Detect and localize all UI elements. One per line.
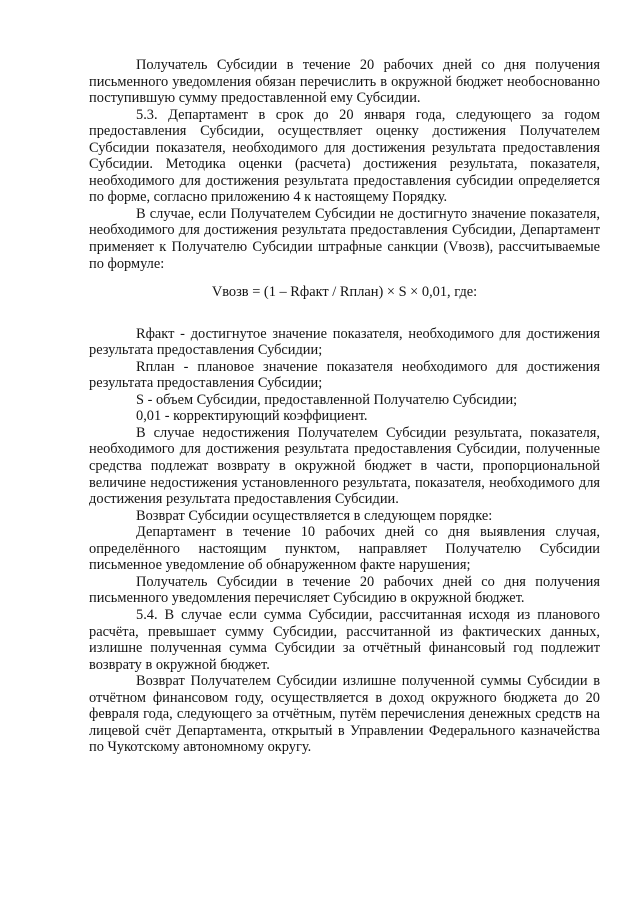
definition-r-fact: Rфакт - достигнутое значение показателя, необходимого для достижения результата предоставления Субсидии; — [89, 325, 600, 359]
definition-r-plan: Rплан - плановое значение показателя необходимого для достижения результата предоставления Субсидии; — [89, 358, 600, 392]
paragraph-refund-notice: Получатель Субсидии в течение 20 рабочих дней со дня получения письменного уведомления обязан перечислить в окружной бюджет необоснованно поступившую сумму предоставленной ему Субсидии. — [89, 57, 600, 107]
paragraph-penalty-condition: В случае, если Получателем Субсидии не достигнуто значение показателя, необходимого для достижения результата предоставления Субсидии, Департамент применяет к Получателю Субсидии штрафные санкции (Vвозв), рассчитываемые по формуле: — [89, 205, 600, 272]
definition-s: S - объем Субсидии, предоставленной Получателю Субсидии; — [136, 391, 518, 408]
paragraph-5-4: 5.4. В случае если сумма Субсидии, рассчитанная исходя из планового расчёта, превышает сумму Субсидии, рассчитанной из фактических данных, излишне полученная сумма Субсидии за отчётный финансовый год подлежит возврату в окружной бюджет. — [89, 606, 600, 673]
paragraph-5-3: 5.3. Департамент в срок до 20 января года, следующего за годом предоставления Субсидии, осуществляет оценку достижения Получателем Субсидии показателя, необходимого для достижения результата предоставления Субсидии. Методика оценки (расчета) достижения результата, показателя, необходимого для достижения результата предоставления субсидии определяется по форме, согласно приложению 4 к настоящему Порядку. — [89, 106, 600, 206]
penalty-formula: Vвозв = (1 – Rфакт / Rплан) × S × 0,01, где: — [211, 284, 478, 301]
paragraph-refund-order: Возврат Субсидии осуществляется в следующем порядке: — [136, 507, 493, 524]
paragraph-department-notice: Департамент в течение 10 рабочих дней со дня выявления случая, определённого настоящим пунктом, направляет Получателю Субсидии письменное уведомление об обнаруженном факте нарушения; — [89, 524, 600, 574]
document-page — [89, 57, 600, 756]
paragraph-recipient-transfer: Получатель Субсидии в течение 20 рабочих дней со дня получения письменного уведомления перечисляет Субсидию в окружной бюджет. — [89, 573, 600, 607]
definition-coefficient: 0,01 - корректирующий коэффициент. — [136, 408, 368, 425]
paragraph-non-achievement: В случае недостижения Получателем Субсидии результата, показателя, необходимого для достижения результата предоставления Субсидии, полученные средства подлежат возврату в окружной бюджет в части, пропорциональной величине недостижения установленного результата, показателя, необходимого для достижения результата предоставления Субсидии. — [89, 424, 600, 508]
paragraph-excess-refund: Возврат Получателем Субсидии излишне полученной суммы Субсидии в отчётном финансовом году, осуществляется в доход окружного бюджета до 20 февраля года, следующего за отчётным, путём перечисления денежных средств на лицевой счёт Департамента, открытый в Управлении Федерального казначейства по Чукотскому автономному округу. — [89, 673, 600, 756]
